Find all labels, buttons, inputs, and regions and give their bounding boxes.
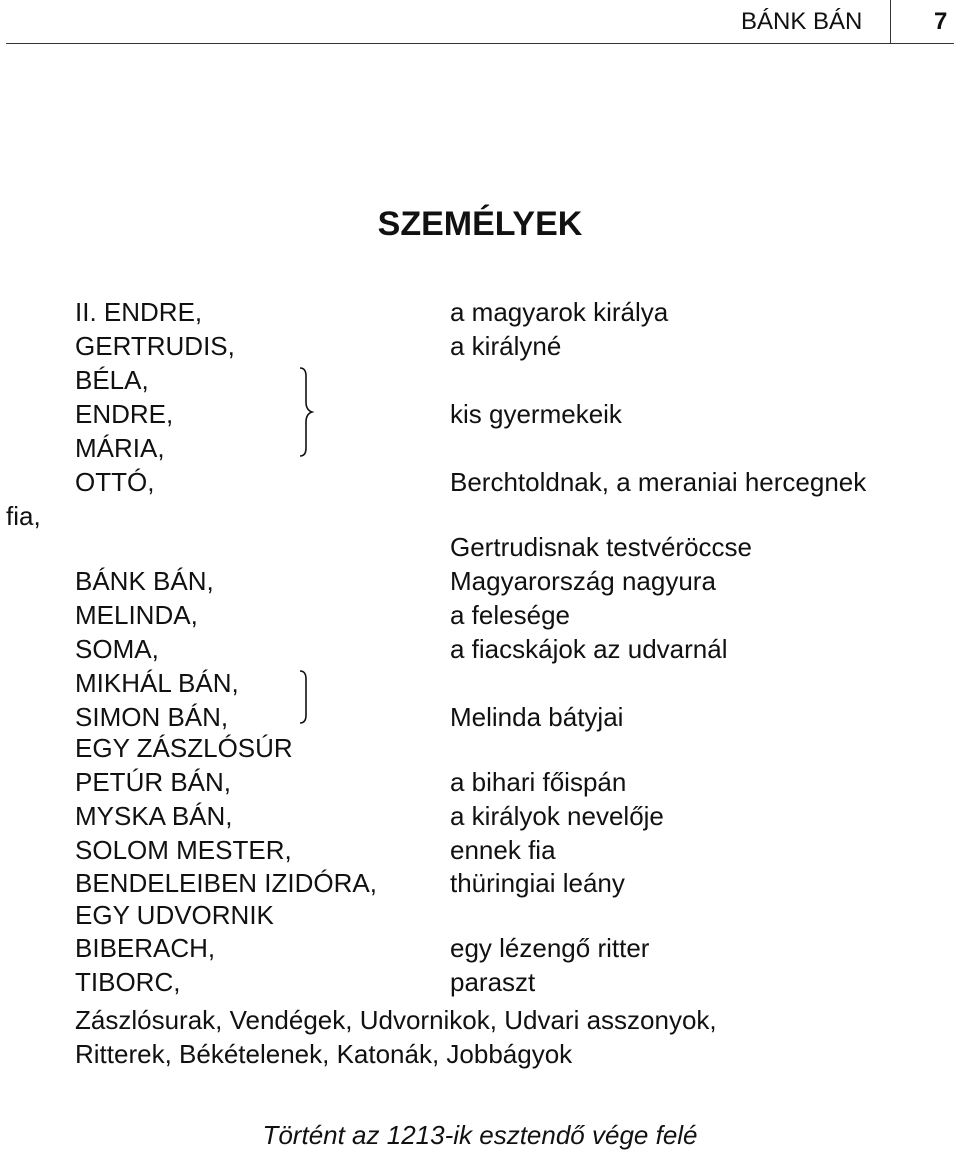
ensemble-line: Zászlósurak, Vendégek, Udvornikok, Udvari asszonyok,	[75, 1005, 717, 1035]
character-role: egy lézengő ritter	[450, 933, 650, 963]
character-name: SOMA,	[75, 634, 159, 664]
header-rule	[6, 43, 954, 44]
character-role: thüringiai leány	[450, 868, 625, 898]
page-number: 7	[934, 8, 948, 35]
character-name: BÁNK BÁN,	[75, 566, 214, 596]
character-name: MYSKA BÁN,	[75, 801, 233, 831]
character-role: paraszt	[450, 967, 536, 997]
character-name: SIMON BÁN,	[75, 702, 229, 732]
character-role: kis gyermekeik	[450, 399, 622, 429]
character-name: MIKHÁL BÁN,	[75, 668, 239, 698]
character-name: GERTRUDIS,	[75, 331, 235, 361]
character-name: ENDRE,	[75, 399, 174, 429]
header-separator	[890, 0, 891, 43]
character-name: BENDELEIBEN IZIDÓRA,	[75, 868, 377, 898]
setting-note: Történt az 1213-ik esztendő vége felé	[262, 1120, 698, 1150]
page-title: SZEMÉLYEK	[377, 205, 583, 243]
brothers-group-brace	[296, 667, 320, 727]
character-name: BÉLA,	[75, 365, 149, 395]
fia-label: fia,	[6, 501, 41, 531]
character-name: SOLOM MESTER,	[75, 835, 292, 865]
character-name: MÁRIA,	[75, 433, 165, 463]
character-name: PETÚR BÁN,	[75, 767, 232, 797]
children-group-brace	[296, 364, 320, 460]
character-name: BIBERACH,	[75, 933, 216, 963]
character-name: TIBORC,	[75, 967, 181, 997]
running-header-title: BÁNK BÁN	[741, 8, 863, 35]
character-role: a királyné	[450, 331, 562, 361]
character-role: a bihari főispán	[450, 767, 627, 797]
ensemble-line: Ritterek, Békételenek, Katonák, Jobbágyok	[75, 1039, 573, 1069]
character-role: Berchtoldnak, a meraniai hercegnek	[450, 467, 867, 497]
character-role: a fiacskájok az udvarnál	[450, 634, 728, 664]
character-name: OTTÓ,	[75, 467, 155, 497]
character-role: Gertrudisnak testvéröccse	[450, 532, 753, 562]
character-name: II. ENDRE,	[75, 297, 203, 327]
character-name: EGY ZÁSZLÓSÚR	[75, 733, 293, 763]
character-role: a felesége	[450, 600, 570, 630]
character-role: Melinda bátyjai	[450, 702, 624, 732]
character-role: a magyarok királya	[450, 297, 669, 327]
character-name: MELINDA,	[75, 600, 198, 630]
character-name: EGY UDVORNIK	[75, 900, 274, 930]
character-role: ennek fia	[450, 835, 556, 865]
character-role: a királyok nevelője	[450, 801, 664, 831]
character-role: Magyarország nagyura	[450, 566, 716, 596]
